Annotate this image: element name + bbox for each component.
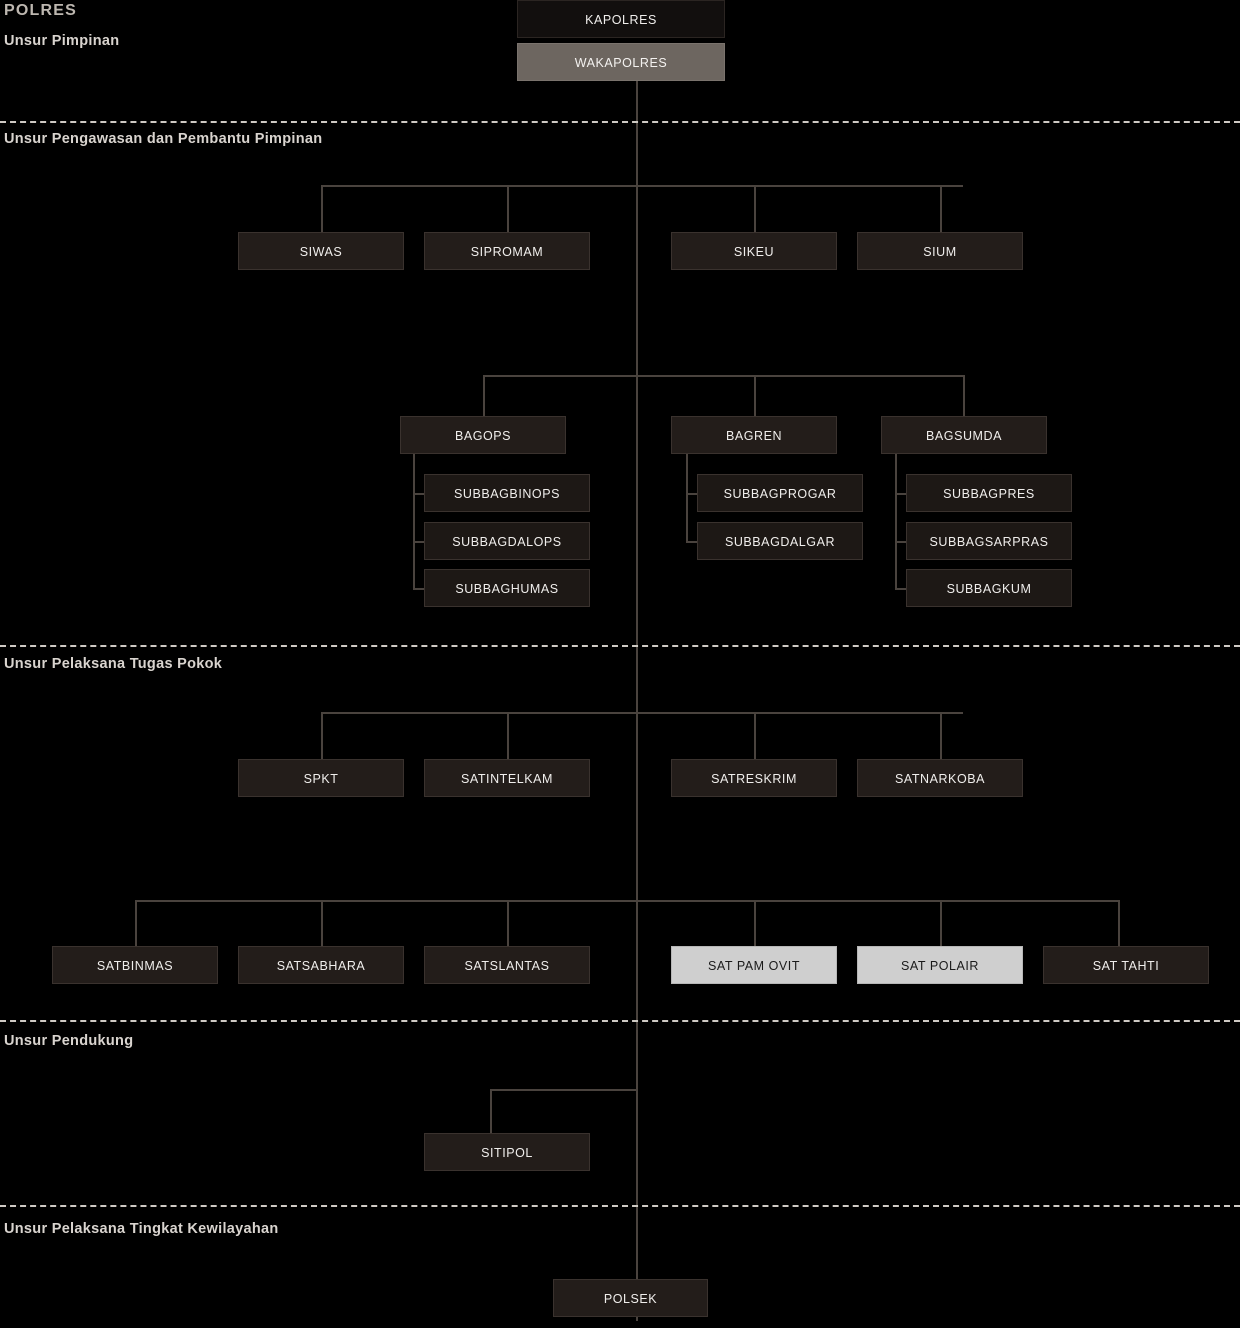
connector-v-satreskrim — [754, 712, 756, 759]
connector-v-sium — [940, 185, 942, 232]
node-satsabhara[interactable]: SATSABHARA — [238, 946, 404, 984]
divider-4 — [0, 1205, 1240, 1207]
node-subbagkum[interactable]: SUBBAGKUM — [906, 569, 1072, 607]
node-wakapolres[interactable]: WAKAPOLRES — [517, 43, 725, 81]
node-bagops[interactable]: BAGOPS — [400, 416, 566, 454]
connector-v-bagops-children — [413, 454, 415, 589]
node-sattahti[interactable]: SAT TAHTI — [1043, 946, 1209, 984]
node-satreskrim[interactable]: SATRESKRIM — [671, 759, 837, 797]
connector-h-sitipol — [490, 1089, 638, 1091]
node-subbagdalops[interactable]: SUBBAGDALOPS — [424, 522, 590, 560]
connector-v-satlantas — [507, 900, 509, 946]
connector-v-bagren — [754, 375, 756, 416]
node-sium[interactable]: SIUM — [857, 232, 1023, 270]
connector-v-bagren-children — [686, 454, 688, 542]
section-label-pelaksana: Unsur Pelaksana Tugas Pokok — [4, 656, 223, 672]
node-bagsumda[interactable]: BAGSUMDA — [881, 416, 1047, 454]
section-label-pimpinan: Unsur Pimpinan — [4, 33, 120, 49]
node-sipropam[interactable]: SIPROMAM — [424, 232, 590, 270]
node-satlantas[interactable]: SATSLANTAS — [424, 946, 590, 984]
node-satpamovit[interactable]: SAT PAM OVIT — [671, 946, 837, 984]
section-label-pengawasan: Unsur Pengawasan dan Pembantu Pimpinan — [4, 131, 323, 147]
connector-v-satbinmas — [135, 900, 137, 946]
node-spkt[interactable]: SPKT — [238, 759, 404, 797]
connector-v-siwas — [321, 185, 323, 232]
connector-v-bagops — [483, 375, 485, 416]
connector-v-bagsumda-children — [895, 454, 897, 589]
connector-v-sitipol — [490, 1089, 492, 1133]
node-subbagdalgar[interactable]: SUBBAGDALGAR — [697, 522, 863, 560]
connector-v-sattahti — [1118, 900, 1120, 946]
connector-v-satpamovit — [754, 900, 756, 946]
divider-3 — [0, 1020, 1240, 1022]
node-subbagprogar[interactable]: SUBBAGPROGAR — [697, 474, 863, 512]
spine-vertical — [636, 81, 638, 1321]
connector-v-spkt — [321, 712, 323, 759]
connector-h-row4 — [135, 900, 1118, 902]
node-kapolres[interactable]: KAPOLRES — [517, 0, 725, 38]
node-sitipol[interactable]: SITIPOL — [424, 1133, 590, 1171]
connector-h-row2 — [483, 375, 963, 377]
section-label-pendukung: Unsur Pendukung — [4, 1033, 134, 1049]
section-label-kewilayahan: Unsur Pelaksana Tingkat Kewilayahan — [4, 1221, 279, 1237]
node-subbagbinops[interactable]: SUBBAGBINOPS — [424, 474, 590, 512]
node-satintelkam[interactable]: SATINTELKAM — [424, 759, 590, 797]
divider-1 — [0, 121, 1240, 123]
divider-2 — [0, 645, 1240, 647]
node-satbinmas[interactable]: SATBINMAS — [52, 946, 218, 984]
node-satnarkoba[interactable]: SATNARKOBA — [857, 759, 1023, 797]
connector-v-bagsumda — [963, 375, 965, 416]
connector-v-sikeu — [754, 185, 756, 232]
node-polsek[interactable]: POLSEK — [553, 1279, 708, 1317]
node-sikeu[interactable]: SIKEU — [671, 232, 837, 270]
node-subbagpres[interactable]: SUBBAGPRES — [906, 474, 1072, 512]
node-subbaghumas[interactable]: SUBBAGHUMAS — [424, 569, 590, 607]
node-siwas[interactable]: SIWAS — [238, 232, 404, 270]
connector-h-row3 — [321, 712, 963, 714]
page-title: POLRES — [4, 2, 77, 19]
connector-v-satnarkoba — [940, 712, 942, 759]
connector-h-row1 — [321, 185, 963, 187]
connector-v-satintelkam — [507, 712, 509, 759]
connector-v-satsabhara — [321, 900, 323, 946]
node-satpolair[interactable]: SAT POLAIR — [857, 946, 1023, 984]
node-bagren[interactable]: BAGREN — [671, 416, 837, 454]
node-subbagsarpras[interactable]: SUBBAGSARPRAS — [906, 522, 1072, 560]
connector-v-satpolair — [940, 900, 942, 946]
connector-v-sipropam — [507, 185, 509, 232]
